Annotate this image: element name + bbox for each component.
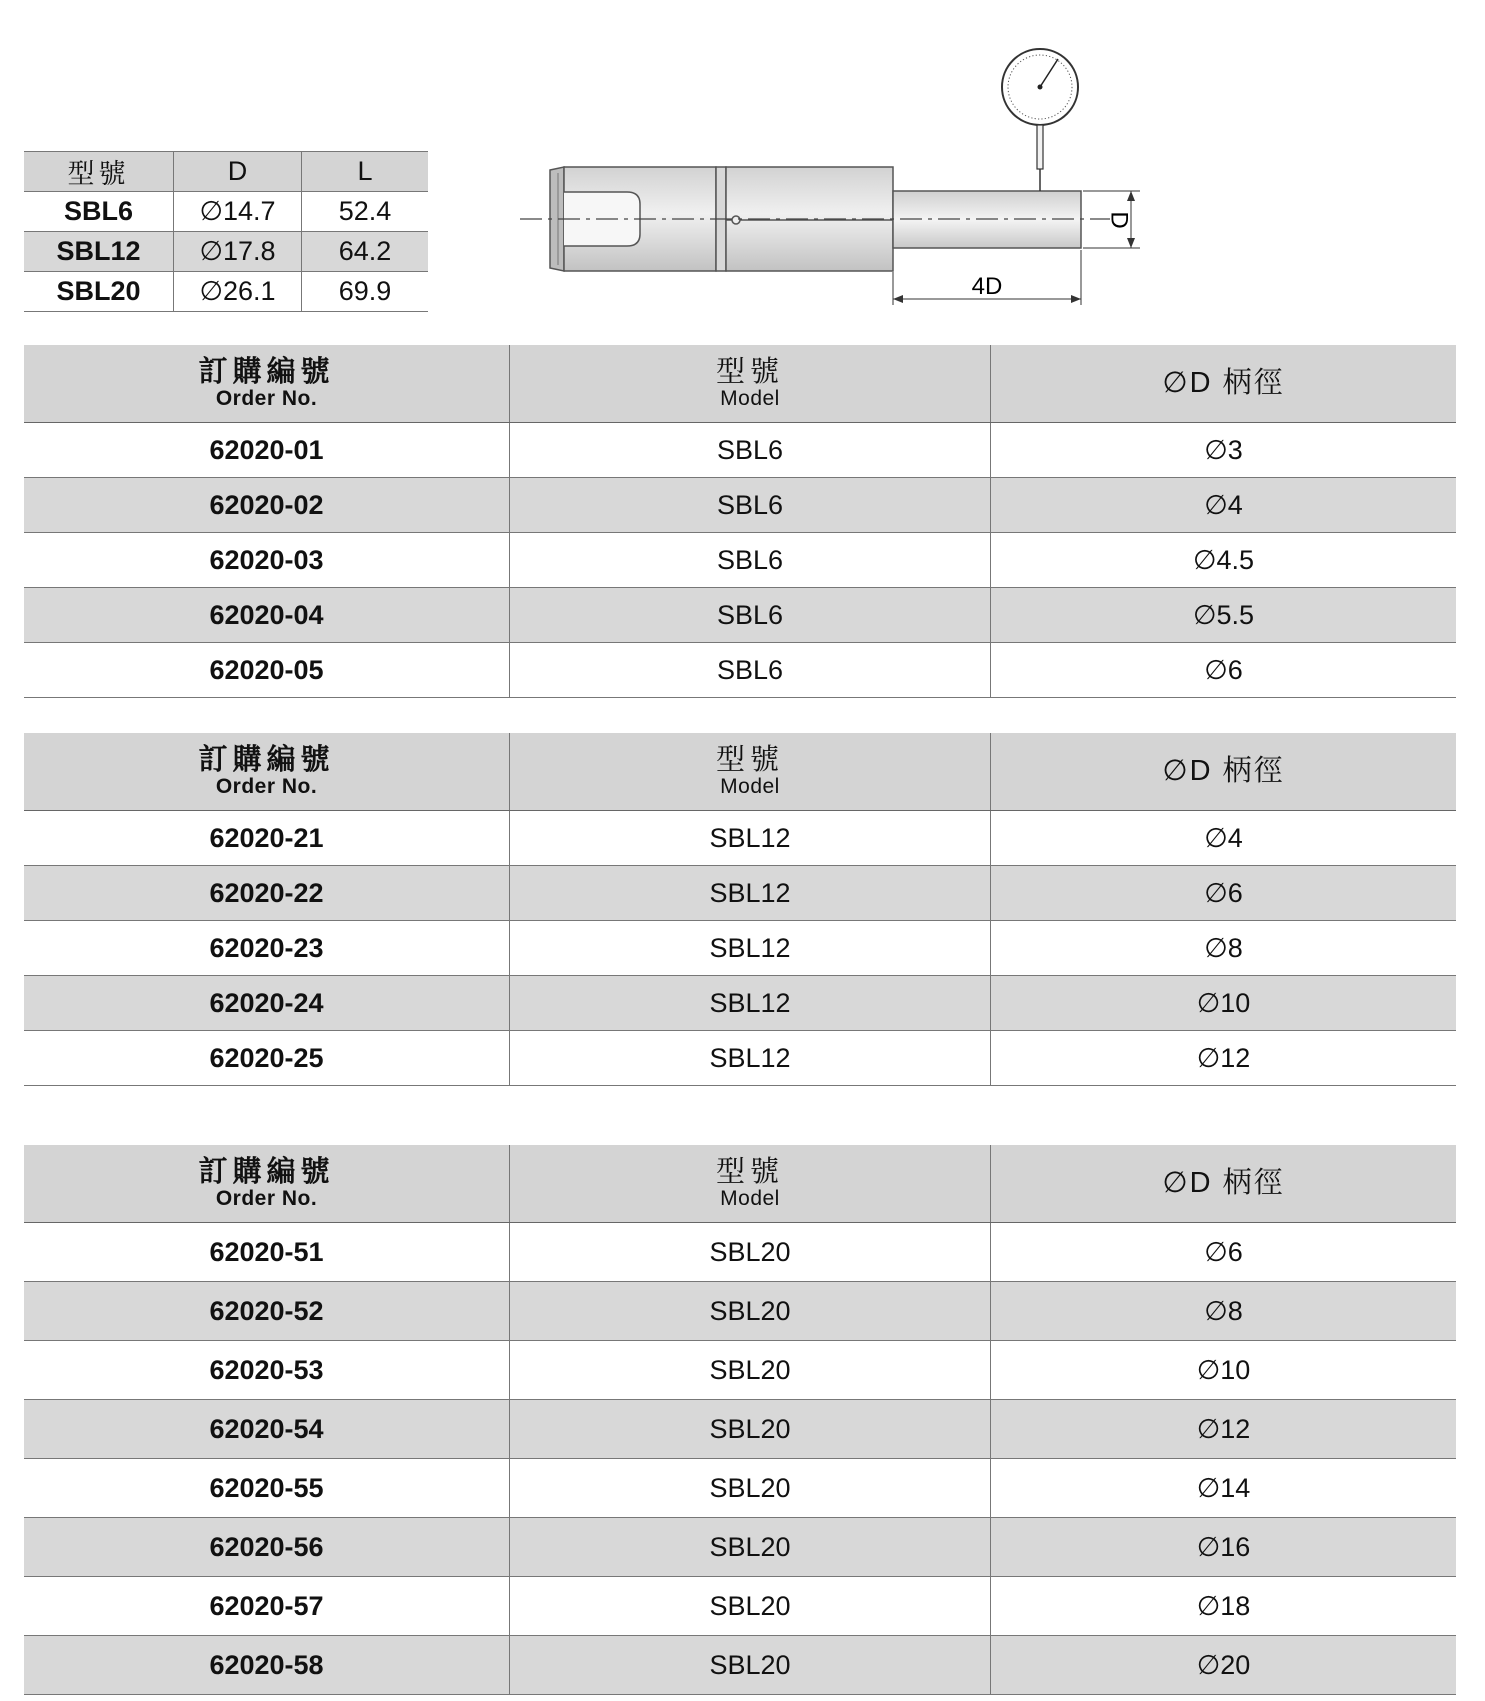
table-row: [24, 1577, 1456, 1636]
header-order-en: Order No.: [215, 1186, 318, 1210]
order-table-header: [24, 733, 1456, 811]
model: SBL12: [510, 1031, 991, 1086]
shank-diameter: ∅20: [991, 1636, 1457, 1695]
dimension-d-label: D: [1105, 211, 1133, 229]
order-table-header: [24, 345, 1456, 423]
shank-diameter: ∅10: [991, 976, 1457, 1031]
shank-diameter: ∅16: [991, 1518, 1457, 1577]
model: SBL12: [510, 866, 991, 921]
header-model-zh: 型號: [715, 356, 784, 389]
table-row: [24, 588, 1456, 643]
order-number: 62020-03: [24, 533, 510, 588]
table-row: [24, 1518, 1456, 1577]
order-number: 62020-02: [24, 478, 510, 533]
table-row: [24, 1223, 1456, 1282]
header-diameter: ∅D 柄徑: [991, 1145, 1457, 1223]
order-number: 62020-01: [24, 423, 510, 478]
model: SBL20: [510, 1518, 991, 1577]
header-order-no: [24, 733, 510, 811]
table-row: [24, 272, 428, 312]
size-d: ∅26.1: [174, 272, 302, 312]
header-model: [510, 345, 991, 423]
shank-diameter: ∅6: [991, 1223, 1457, 1282]
model: SBL6: [510, 643, 991, 698]
shank-diameter: ∅5.5: [991, 588, 1457, 643]
order-number: 62020-23: [24, 921, 510, 976]
order-number: 62020-57: [24, 1577, 510, 1636]
model: SBL20: [510, 1223, 991, 1282]
table-row: [24, 921, 1456, 976]
model: SBL6: [510, 588, 991, 643]
model: SBL20: [510, 1577, 991, 1636]
header-model-en: Model: [720, 386, 780, 410]
order-number: 62020-04: [24, 588, 510, 643]
header-diameter: ∅D 柄徑: [991, 345, 1457, 423]
table-row: [24, 811, 1456, 866]
header-diameter: ∅D 柄徑: [991, 733, 1457, 811]
shank-diameter: ∅8: [991, 1282, 1457, 1341]
header-model-zh: 型號: [715, 1156, 784, 1189]
shank-diameter: ∅12: [991, 1400, 1457, 1459]
table-row: [24, 423, 1456, 478]
shank-diameter: ∅8: [991, 921, 1457, 976]
table-row: [24, 976, 1456, 1031]
size-d: ∅14.7: [174, 192, 302, 232]
shank-diameter: ∅3: [991, 423, 1457, 478]
model: SBL20: [510, 1282, 991, 1341]
size-l: 64.2: [302, 232, 429, 272]
order-number: 62020-25: [24, 1031, 510, 1086]
table-row: [24, 1031, 1456, 1086]
table-row: [24, 1636, 1456, 1695]
size-model: SBL12: [24, 232, 174, 272]
table-row: [24, 866, 1456, 921]
order-number: 62020-24: [24, 976, 510, 1031]
model: SBL6: [510, 423, 991, 478]
table-row: [24, 1341, 1456, 1400]
header-order-en: Order No.: [215, 774, 318, 798]
size-l: 69.9: [302, 272, 429, 312]
table-row: [24, 533, 1456, 588]
table-row: [24, 192, 428, 232]
header-model-en: Model: [720, 774, 780, 798]
model: SBL20: [510, 1400, 991, 1459]
size-header-l: L: [302, 152, 429, 192]
model: SBL12: [510, 811, 991, 866]
table-row: [24, 643, 1456, 698]
order-number: 62020-52: [24, 1282, 510, 1341]
dial-indicator-icon: [1002, 49, 1078, 191]
model: SBL6: [510, 478, 991, 533]
order-number: 62020-22: [24, 866, 510, 921]
model: SBL20: [510, 1636, 991, 1695]
tool-drawing: [520, 40, 1200, 325]
size-model: SBL6: [24, 192, 174, 232]
header-order-zh: 訂購編號: [198, 356, 335, 389]
model: SBL6: [510, 533, 991, 588]
order-number: 62020-21: [24, 811, 510, 866]
order-number: 62020-05: [24, 643, 510, 698]
header-model: [510, 733, 991, 811]
order-number: 62020-51: [24, 1223, 510, 1282]
header-order-en: Order No.: [215, 386, 318, 410]
order-number: 62020-55: [24, 1459, 510, 1518]
header-order-no: [24, 345, 510, 423]
order-table-header: [24, 1145, 1456, 1223]
size-d: ∅17.8: [174, 232, 302, 272]
table-row: [24, 1400, 1456, 1459]
order-number: 62020-54: [24, 1400, 510, 1459]
shank-diameter: ∅12: [991, 1031, 1457, 1086]
dimension-4d-label: 4D: [971, 273, 1003, 300]
size-table: [24, 151, 428, 312]
size-header-d: D: [174, 152, 302, 192]
order-number: 62020-58: [24, 1636, 510, 1695]
table-row: [24, 232, 428, 272]
shank-diameter: ∅6: [991, 866, 1457, 921]
shank-diameter: ∅4.5: [991, 533, 1457, 588]
shank-diameter: ∅14: [991, 1459, 1457, 1518]
size-model: SBL20: [24, 272, 174, 312]
model: SBL12: [510, 976, 991, 1031]
header-order-no: [24, 1145, 510, 1223]
table-row: [24, 1459, 1456, 1518]
table-row: [24, 1282, 1456, 1341]
size-header-model: 型號: [24, 152, 174, 192]
model: SBL20: [510, 1341, 991, 1400]
order-table-sbl6: [24, 345, 1456, 698]
size-l: 52.4: [302, 192, 429, 232]
header-model-en: Model: [720, 1186, 780, 1210]
order-number: 62020-53: [24, 1341, 510, 1400]
shank-diameter: ∅4: [991, 811, 1457, 866]
shank-diameter: ∅4: [991, 478, 1457, 533]
size-table-header: [24, 152, 428, 192]
header-model-zh: 型號: [715, 744, 784, 777]
header-order-zh: 訂購編號: [198, 1156, 335, 1189]
shank-diameter: ∅10: [991, 1341, 1457, 1400]
model: SBL12: [510, 921, 991, 976]
order-table-sbl12: [24, 733, 1456, 1086]
model: SBL20: [510, 1459, 991, 1518]
order-table-sbl20: [24, 1145, 1456, 1695]
shank-diameter: ∅18: [991, 1577, 1457, 1636]
order-number: 62020-56: [24, 1518, 510, 1577]
shank-diameter: ∅6: [991, 643, 1457, 698]
table-row: [24, 478, 1456, 533]
header-model: [510, 1145, 991, 1223]
header-order-zh: 訂購編號: [198, 744, 335, 777]
